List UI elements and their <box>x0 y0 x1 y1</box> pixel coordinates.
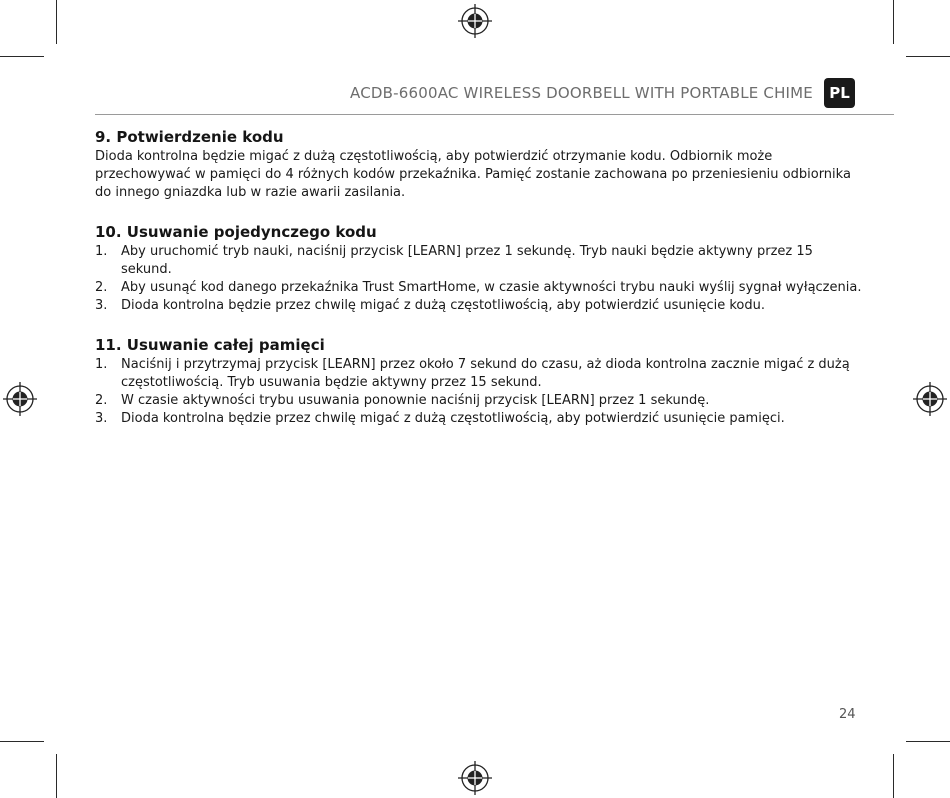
list-item <box>95 392 865 410</box>
section-heading: 11. Usuwanie całej pamięci <box>95 336 325 354</box>
steps-list <box>95 356 865 428</box>
section-paragraph: Dioda kontrolna będzie migać z dużą częstotliwością, aby potwierdzić otrzymanie kodu. Odbiornik może przechowywać w pamięci do 4 różnych kodów przekaźnika. Pamięć zostanie zachowana po przeniesieniu odbiornika do innego gniazdka lub w razie awarii zasilania. <box>95 149 851 200</box>
list-item-text: Naciśnij i przytrzymaj przycisk [LEARN] przez około 7 sekund do czasu, aż dioda kontrolna zacznie migać z dużą częstotliwością. Tryb usuwania będzie aktywny przez 15 sekund. <box>121 357 850 390</box>
list-item-number: 2. <box>95 280 108 295</box>
list-item-text: Dioda kontrolna będzie przez chwilę migać z dużą częstotliwością, aby potwierdzić usunięcie kodu. <box>121 298 765 313</box>
section-heading: 9. Potwierdzenie kodu <box>95 128 284 146</box>
header-divider <box>95 114 894 115</box>
crop-mark-bottom-left-vertical <box>56 754 57 798</box>
crop-mark-top-left-vertical <box>56 0 57 44</box>
list-item <box>95 279 865 297</box>
page-number: 24 <box>839 707 856 722</box>
section-confirm-code <box>95 126 865 202</box>
list-item <box>95 356 865 392</box>
list-item-number: 3. <box>95 298 108 313</box>
language-badge: PL <box>824 78 855 108</box>
section-delete-all-memory <box>95 334 865 428</box>
list-item-text: W czasie aktywności trybu usuwania ponownie naciśnij przycisk [LEARN] przez 1 sekundę. <box>121 393 710 408</box>
crop-mark-bottom-left-horizontal <box>0 741 44 742</box>
steps-list <box>95 243 865 315</box>
page-header <box>95 78 855 112</box>
document-title: ACDB-6600AC WIRELESS DOORBELL WITH PORTABLE CHIME <box>350 84 813 102</box>
registration-mark-left-icon <box>3 382 37 416</box>
registration-mark-top-icon <box>458 4 492 38</box>
section-delete-single-code <box>95 221 865 315</box>
list-item-text: Aby usunąć kod danego przekaźnika Trust SmartHome, w czasie aktywności trybu nauki wyślij sygnał wyłączenia. <box>121 280 862 295</box>
list-item-text: Dioda kontrolna będzie przez chwilę migać z dużą częstotliwością, aby potwierdzić usunięcie pamięci. <box>121 411 785 426</box>
page-content <box>95 126 865 428</box>
list-item-number: 1. <box>95 244 108 259</box>
registration-mark-bottom-icon <box>458 761 492 795</box>
list-item-text: Aby uruchomić tryb nauki, naciśnij przycisk [LEARN] przez 1 sekundę. Tryb nauki będzie aktywny przez 15 sekund. <box>121 244 813 277</box>
registration-mark-right-icon <box>913 382 947 416</box>
crop-mark-top-left-horizontal <box>0 56 44 57</box>
list-item <box>95 297 865 315</box>
crop-mark-top-right-horizontal <box>906 56 950 57</box>
crop-mark-bottom-right-vertical <box>893 754 894 798</box>
list-item-number: 2. <box>95 393 108 408</box>
list-item-number: 3. <box>95 411 108 426</box>
crop-mark-bottom-right-horizontal <box>906 741 950 742</box>
list-item <box>95 410 865 428</box>
list-item-number: 1. <box>95 357 108 372</box>
crop-mark-top-right-vertical <box>893 0 894 44</box>
section-heading: 10. Usuwanie pojedynczego kodu <box>95 223 377 241</box>
list-item <box>95 243 865 279</box>
